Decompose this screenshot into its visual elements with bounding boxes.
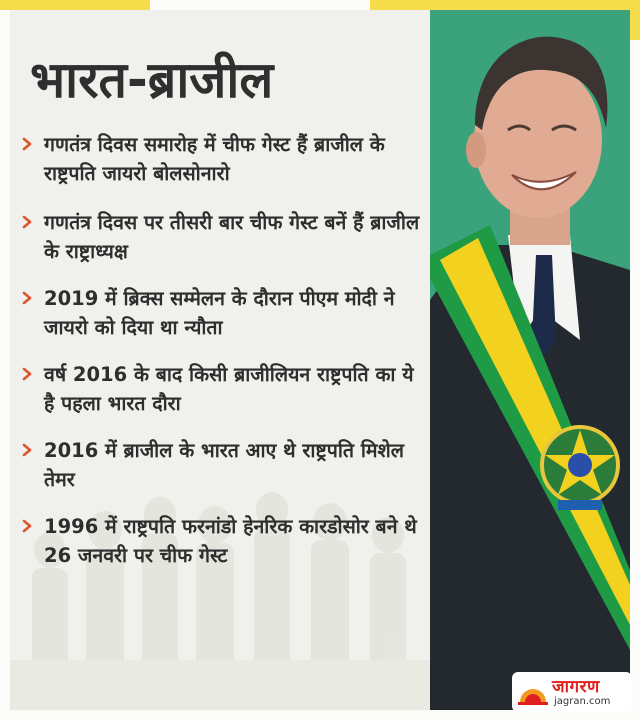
chevron-right-icon <box>22 284 44 305</box>
chevron-right-icon <box>22 208 44 229</box>
fact-text: गणतंत्र दिवस समारोह में चीफ गेस्ट हैं ब्राजील के राष्ट्रपति जायरो बोलसोनारो <box>44 133 385 185</box>
list-item <box>22 130 422 188</box>
chevron-right-icon <box>22 512 44 533</box>
chevron-right-icon <box>22 360 44 381</box>
fact-text: 1996 में राष्ट्रपति फरनांडो हेनरिक कारडोसोर बने थे 26 जनवरी पर चीफ गेस्ट <box>44 515 417 567</box>
page-title: भारत-ब्राजील <box>30 51 274 109</box>
list-item <box>22 436 422 494</box>
fact-text: वर्ष 2016 के बाद किसी ब्राजीलियन राष्ट्रपति का ये है पहला भारत दौरा <box>44 363 414 415</box>
fact-text: 2019 में ब्रिक्स सम्मेलन के दौरान पीएम मोदी ने जायरो को दिया था न्यौता <box>44 287 395 339</box>
fact-text: 2016 में ब्राजील के भारत आए थे राष्ट्रपति मिशेल तेमर <box>44 439 405 491</box>
list-item <box>22 360 422 418</box>
sunrise-logo-icon <box>518 678 548 706</box>
president-photo <box>430 10 630 710</box>
logo-site: jagran.com <box>554 696 611 707</box>
list-item <box>22 208 422 266</box>
chevron-right-icon <box>22 130 44 151</box>
jagran-logo <box>512 672 632 712</box>
yellow-accent-top-left <box>0 0 150 10</box>
chevron-right-icon <box>22 436 44 457</box>
yellow-accent-right-edge <box>630 0 640 40</box>
yellow-accent-top-right <box>370 0 640 10</box>
logo-name: जागरण <box>552 677 600 697</box>
fact-list <box>22 130 422 588</box>
list-item <box>22 284 422 342</box>
president-portrait <box>430 10 630 710</box>
list-item <box>22 512 422 570</box>
fact-text: गणतंत्र दिवस पर तीसरी बार चीफ गेस्ट बनें हैं ब्राजील के राष्ट्राध्यक्ष <box>44 211 420 263</box>
